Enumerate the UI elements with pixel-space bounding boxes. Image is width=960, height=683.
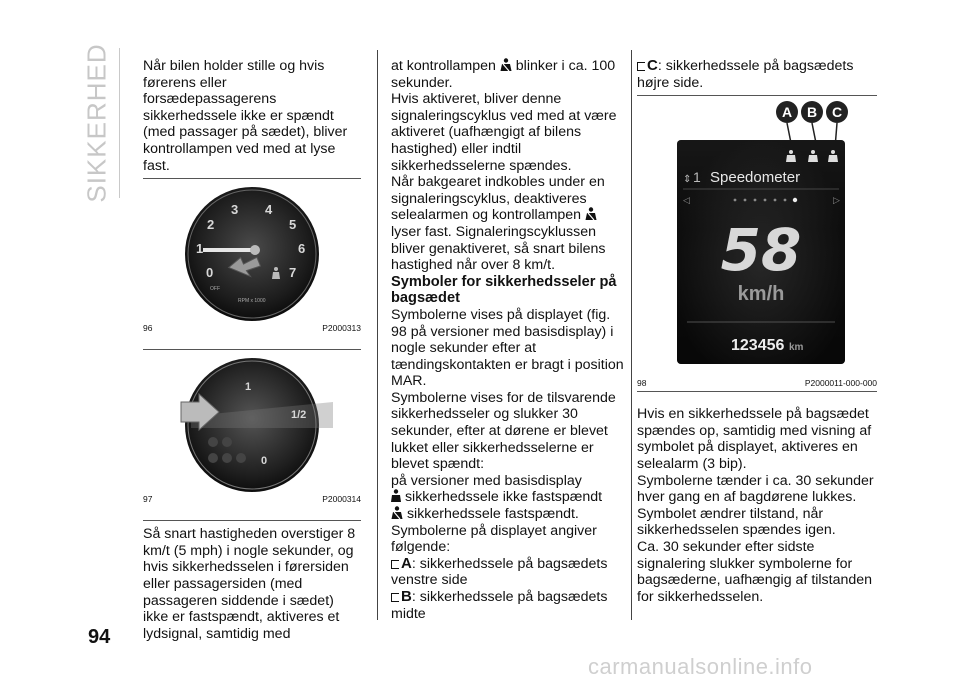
tick-5: 5 — [289, 217, 297, 233]
column-1 — [143, 58, 361, 642]
off-paragraph: Symbolerne vises for de tilsvarende sikkerhedsseler og slukker 30 sekunder, efter at dørene er blevet lukket eller sikkerhedsselerne er blevet spændt: — [391, 389, 616, 473]
tick-0: 0 — [206, 265, 214, 281]
display-paragraph: Symbolerne vises på displayet (fig. 98 på versioner med basisdisplay) i nogle sekunder efter at tændingskontakten er bragt i position MAR. — [391, 306, 624, 390]
text-span: : sikkerhedssele på bagsædets højre side. — [637, 58, 854, 91]
bullet-icon — [637, 62, 645, 71]
odometer-unit: km — [789, 342, 804, 354]
label-a: A — [781, 104, 793, 121]
text-span: blinker i ca. 100 sekunder. — [391, 58, 616, 91]
figure-96-caption — [143, 323, 361, 333]
unbuckle-paragraph: Hvis en sikkerhedssele på bagsædet spændes op, samtidig med visning af symbolet på displayet, aktiveres en selealarm (3 bip). — [637, 406, 872, 472]
menu-arrows-icon: ⇕ — [683, 174, 692, 186]
figure-96-code: P2000313 — [322, 323, 361, 334]
cycle-paragraph: Hvis aktiveret, bliver denne signaleringscyklus ved med at være aktiveret (uafhængigt af bilens hastighed) eller indtil sikkerhedsselerne spændes. — [391, 91, 617, 174]
watermark: carmanualsonline.info — [588, 654, 813, 679]
tick-1: 1 — [196, 241, 204, 257]
tick-full: 1 — [245, 381, 252, 394]
figure-96 — [143, 187, 361, 321]
unfastened-item — [391, 489, 627, 506]
figure-96-number: 96 — [143, 323, 153, 334]
tick-half: 1/2 — [291, 409, 307, 422]
basic-display-paragraph: på versioner med basisdisplay — [391, 472, 582, 489]
column-divider-1 — [377, 50, 378, 620]
blink-paragraph — [391, 58, 627, 91]
figure-rule — [637, 95, 877, 96]
key-b-item — [391, 589, 627, 622]
figure-97-caption — [143, 494, 361, 504]
door-paragraph: Symbolerne tænder i ca. 30 sekunder hver gang en af bagdørene lukkes. — [637, 472, 874, 506]
seatbelt-warning-icon — [585, 207, 597, 221]
reverse-paragraph — [391, 174, 627, 274]
section-title-text: SIKKERHED — [81, 43, 112, 203]
fastened-item — [391, 506, 627, 523]
key-letter: C — [647, 57, 658, 74]
cluster-display-illustration — [637, 100, 877, 376]
figure-97-code: P2000314 — [322, 494, 361, 505]
figure-98-code: P2000011-000-000 — [804, 378, 877, 389]
seatbelt-fastened-icon — [391, 506, 403, 520]
figure-rule — [637, 391, 877, 392]
tick-4: 4 — [265, 202, 273, 218]
key-c-item — [637, 58, 877, 91]
section-title — [80, 43, 114, 203]
figure-rule — [143, 349, 361, 350]
odometer-value: 123456 — [731, 337, 785, 355]
body-paragraph: Så snart hastigheden overstiger 8 km/t (5 mph) i nogle sekunder, og hvis sikkerhedsselen i førersiden eller passagersiden (med passageren siddende i sædet) ikke er fastspændt, aktiveres et lydsignal, samtidig med — [143, 526, 356, 642]
menu-index: 1 — [693, 169, 701, 186]
figure-98-caption — [637, 378, 877, 388]
tachometer-illustration — [143, 187, 361, 321]
seatbelt-warning-icon — [500, 58, 512, 72]
text-span: sikkerhedssele ikke fastspændt — [404, 489, 603, 506]
fuel-gauge-illustration — [143, 358, 361, 492]
tick-7: 7 — [289, 265, 297, 281]
figure-rule — [143, 520, 361, 521]
key-letter: A — [401, 554, 412, 572]
page-number: 94 — [88, 626, 111, 648]
timeout-paragraph: Ca. 30 sekunder efter sidste signalering slukker symbolerne for bagsæderne, uafhængig af tilstanden for sikkerhedsselen. — [637, 538, 873, 605]
text-span: Når bakgearet indkobles under en signaleringscyklus, deaktiveres selealarmen og kontrollampen — [391, 174, 605, 224]
tick-3: 3 — [231, 202, 239, 218]
text-span: sikkerhedssele fastspændt. — [406, 506, 579, 523]
figure-97 — [143, 358, 361, 492]
text-span: lyser fast. Signaleringscyklussen bliver genaktiveret, så snart bilens hastighed når over 8 km/t. — [391, 223, 606, 274]
figure-rule — [143, 178, 361, 179]
section-title-rule — [119, 48, 120, 198]
key-letter: B — [401, 588, 412, 605]
tick-empty: 0 — [261, 455, 268, 468]
text-span: : sikkerhedssele på bagsædets venstre side — [391, 555, 608, 589]
tick-6: 6 — [298, 241, 306, 257]
text-span: : sikkerhedssele på bagsædets midte — [391, 589, 608, 622]
rpm-label: RPM x 1000 — [238, 298, 266, 305]
intro-paragraph: Når bilen holder stille og hvis førerens eller forsædepassagerens sikkerhedssele ikke er spændt (med passager på sædet), bliver kontrollampen ved med at lyse fast. — [143, 58, 348, 174]
text-span: at kontrollampen — [391, 58, 496, 74]
speed-value: 58 — [720, 216, 802, 285]
indicate-paragraph: Symbolerne på displayet angiver følgende: — [391, 522, 597, 556]
column-3 — [637, 58, 877, 605]
figure-98-number: 98 — [637, 378, 647, 389]
seatbelt-unfastened-icon — [391, 489, 401, 503]
column-2 — [391, 58, 627, 622]
key-a-item — [391, 556, 627, 589]
bullet-icon — [391, 560, 399, 569]
figure-97-number: 97 — [143, 494, 153, 505]
menu-title: Speedometer — [710, 169, 801, 187]
left-chevron-icon: ◁ — [683, 195, 690, 206]
section-heading: Symboler for sikkerhedsseler på bagsædet — [391, 273, 617, 307]
label-c: C — [831, 104, 843, 121]
bullet-icon — [391, 593, 399, 602]
column-divider-2 — [631, 50, 632, 620]
speed-unit: km/h — [737, 283, 785, 306]
off-label: OFF — [210, 286, 220, 293]
label-b: B — [806, 104, 818, 121]
tick-2: 2 — [207, 217, 215, 233]
right-chevron-icon: ▷ — [833, 195, 840, 206]
figure-98 — [637, 100, 877, 376]
state-paragraph: Symbolet ændrer tilstand, når sikkerhedsselen spændes igen. — [637, 505, 836, 539]
